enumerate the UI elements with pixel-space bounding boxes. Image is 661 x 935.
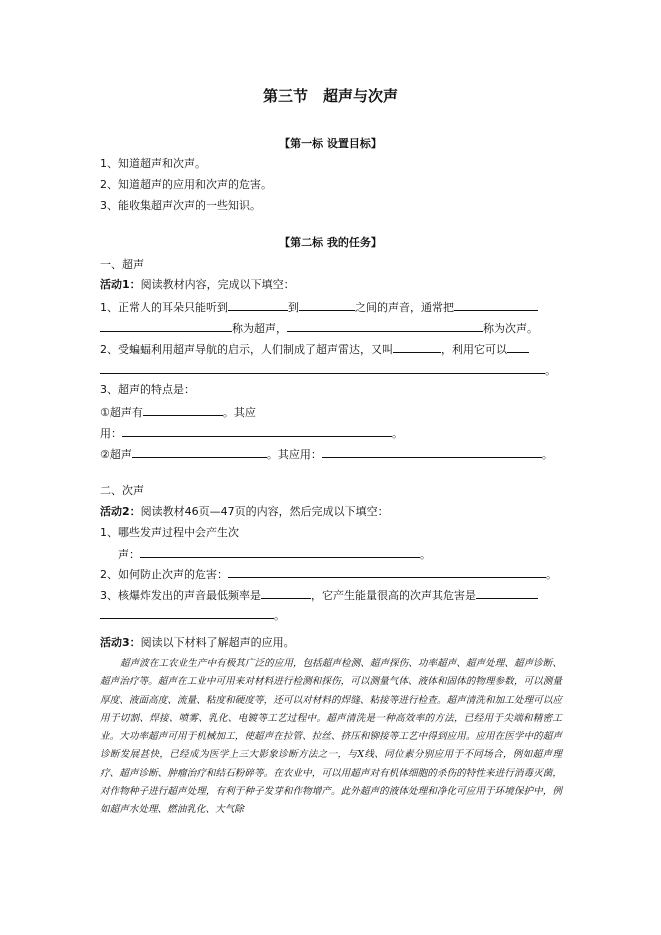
page-title: 第三节 超声与次声 bbox=[262, 87, 398, 105]
blank-field[interactable] bbox=[476, 587, 538, 599]
activity-2-text: 阅读教材46页—47页的内容，然后完成以下填空： bbox=[140, 505, 389, 518]
activity-2-line bbox=[100, 505, 389, 519]
activity-1-text: 阅读教材内容，完成以下填空： bbox=[140, 278, 295, 291]
activity-3-text: 阅读以下材料了解超声的应用。 bbox=[140, 636, 295, 649]
blank-field[interactable] bbox=[261, 587, 311, 599]
reading-paragraph: 超声波在工农业生产中有极其广泛的应用，包括超声检测、超声探伤、功率超声、超声处理、超声诊断、超声治疗等。超声在工业中可用来对材料进行检测和探伤，可以测量气体、液体和固体的物理参数，可以测量厚度、液面高度、流量、粘度和硬度等，还可以对材料的焊缝、粘接等进行检查。超声清洗和加工处理可以应用于切割、焊接、喷雾、乳化、电镀等工艺过程中。超声清洗是一种高效率的方法，已经用于尖端和精密工业。大功率超声可用于机械加工，使超声在拉管、拉丝、挤压和铆接等工艺中得到应用。应用在医学中的超声诊断发展甚快，已经成为医学上三大影象诊断方法之一，与X线、同位素分别应用于不同场合，例如超声理疗、超声诊断、肿瘤治疗和结石粉碎等。在农业中，可以用超声对有机体细胞的杀伤的特性来进行消毒灭菌，对作物种子进行超声处理，有利于种子发芽和作物增产。此外超声的液体处理和净化可应用于环境保护中，例如超声水处理、燃油乳化、大气除 bbox=[100, 658, 562, 816]
blank-field[interactable] bbox=[393, 341, 441, 353]
activity-1-line bbox=[100, 278, 295, 292]
blank-field[interactable] bbox=[100, 362, 545, 374]
blank-field[interactable] bbox=[228, 299, 288, 311]
q3-line-1: ①超声有 。其应 bbox=[100, 406, 256, 419]
activity-2-label: 活动2： bbox=[100, 505, 141, 518]
q3-heading: 3、超声的特点是： bbox=[100, 383, 195, 396]
blank-field[interactable] bbox=[507, 341, 529, 353]
goal-item-1: 1、知道超声和次声。 bbox=[100, 157, 206, 170]
blank-field[interactable] bbox=[322, 446, 542, 458]
blank-field[interactable] bbox=[100, 607, 274, 619]
q1-line-1: 1、正常人的耳朵只能听到 到 之间的声音，通常把 bbox=[100, 299, 538, 315]
reading-passage bbox=[100, 655, 562, 820]
goal-item-2: 2、知道超声的应用和次声的危害。 bbox=[100, 178, 272, 191]
blank-field[interactable] bbox=[122, 425, 392, 437]
section-goal-heading: 【第一标 设置目标】 bbox=[279, 137, 382, 150]
blank-field[interactable] bbox=[228, 566, 546, 578]
blank-field[interactable] bbox=[454, 299, 538, 311]
q5-line: 2、如何防止次声的危害： 。 bbox=[100, 568, 557, 581]
blank-field[interactable] bbox=[287, 320, 483, 332]
blank-field[interactable] bbox=[100, 320, 232, 332]
part-ultrasound-heading: 一、超声 bbox=[100, 258, 144, 271]
q1-line-2: 称为超声， 称为次声。 bbox=[100, 320, 538, 336]
blank-field[interactable] bbox=[140, 546, 420, 558]
q3-line-3: ②超声 。其应用： 。 bbox=[100, 448, 553, 461]
part-infrasound-heading: 二、次声 bbox=[100, 484, 144, 497]
activity-3-line bbox=[100, 636, 295, 650]
q6-line-2: 。 bbox=[100, 607, 285, 623]
blank-field[interactable] bbox=[132, 446, 267, 458]
q4-line-2: 声： 。 bbox=[118, 548, 431, 561]
q3-line-2: 用： 。 bbox=[100, 427, 403, 440]
activity-1-label: 活动1： bbox=[100, 278, 141, 291]
q4-line-1: 1、哪些发声过程中会产生次 bbox=[100, 526, 239, 539]
goal-item-3: 3、能收集超声次声的一些知识。 bbox=[100, 199, 261, 212]
blank-field[interactable] bbox=[143, 404, 223, 416]
activity-3-label: 活动3： bbox=[100, 636, 141, 649]
q2-line-2: 。 bbox=[100, 362, 556, 378]
section-task-heading: 【第二标 我的任务】 bbox=[279, 236, 382, 249]
q2-line-1: 2、受蝙蝠利用超声导航的启示，人们制成了超声雷达，又叫 ，利用它可以 bbox=[100, 341, 529, 357]
q6-line-1: 3、核爆炸发出的声音最低频率是 ，它产生能量很高的次声其危害是 bbox=[100, 587, 538, 603]
blank-field[interactable] bbox=[299, 299, 355, 311]
